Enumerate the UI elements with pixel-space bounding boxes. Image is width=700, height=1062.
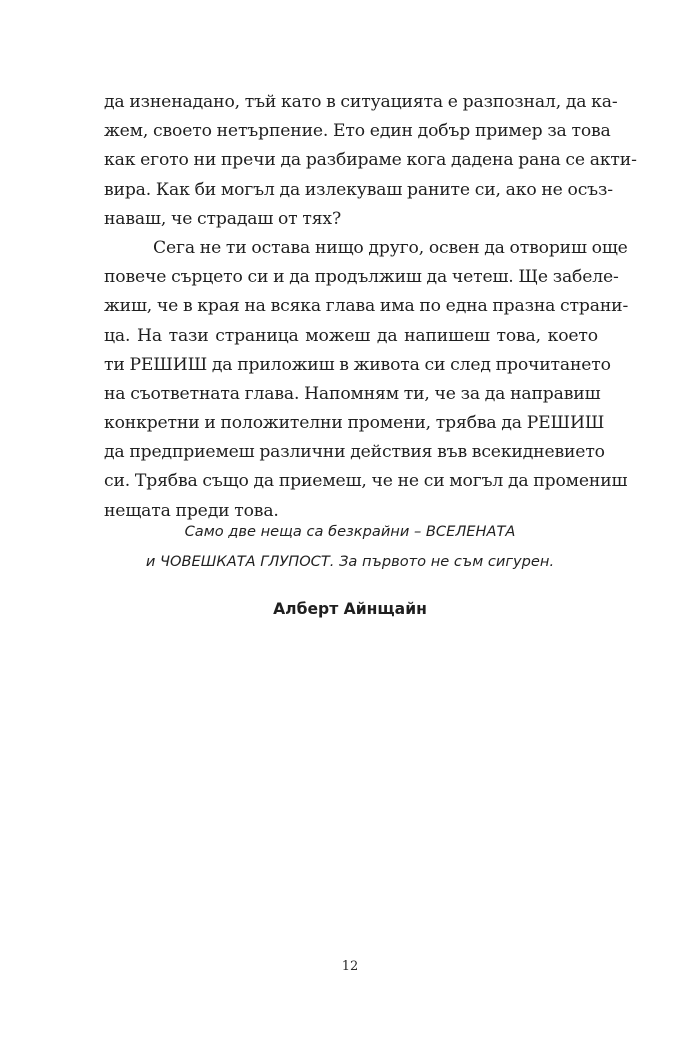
body-line: как егото ни пречи да разбираме кога дадена рана се акти- — [104, 150, 637, 171]
body-line: Сега не ти остава нищо друго, освен да отвориш още — [153, 237, 628, 258]
body-line: повече сърцето си и да продължиш да четеш. Ще забеле- — [104, 267, 619, 288]
body-line: си. Трябва също да приемеш, че не си могъл да промениш — [104, 471, 628, 492]
epigraph-author: Алберт Айнщайн — [273, 600, 427, 618]
page-number: 12 — [341, 959, 359, 974]
epigraph-line-2: и ЧОВЕШКАТА ГЛУПОСТ. За първото не съм сигурен. — [145, 553, 555, 570]
body-line: нещата преди това. — [104, 500, 279, 521]
body-line: наваш, че страдаш от тях? — [104, 208, 342, 229]
body-line: вира. Как би могъл да излекуваш раните си, ако не осъз- — [104, 179, 613, 200]
body-line: конкретни и положителни промени, трябва да РЕШИШ — [104, 413, 605, 434]
body-line: да изненадано, тъй като в ситуацията е разпознал, да ка- — [104, 92, 618, 112]
body-line: ца. На тази страница можеш да напишеш това, което — [104, 325, 598, 346]
body-line: ти РЕШИШ да приложиш в живота си след прочитането — [104, 354, 611, 375]
body-line: на съответната глава. Напомням ти, че за да направиш — [104, 383, 601, 404]
body-line: жем, своето нетърпение. Ето един добър пример за това — [104, 121, 611, 142]
body-text — [104, 88, 637, 526]
epigraph-line-1: Само две неща са безкрайни – ВСЕЛЕНАТА — [184, 523, 516, 540]
body-line: да предприемеш различни действия във всекидневието — [104, 442, 605, 463]
body-line: жиш, че в края на всяка глава има по една празна страни- — [104, 296, 629, 317]
